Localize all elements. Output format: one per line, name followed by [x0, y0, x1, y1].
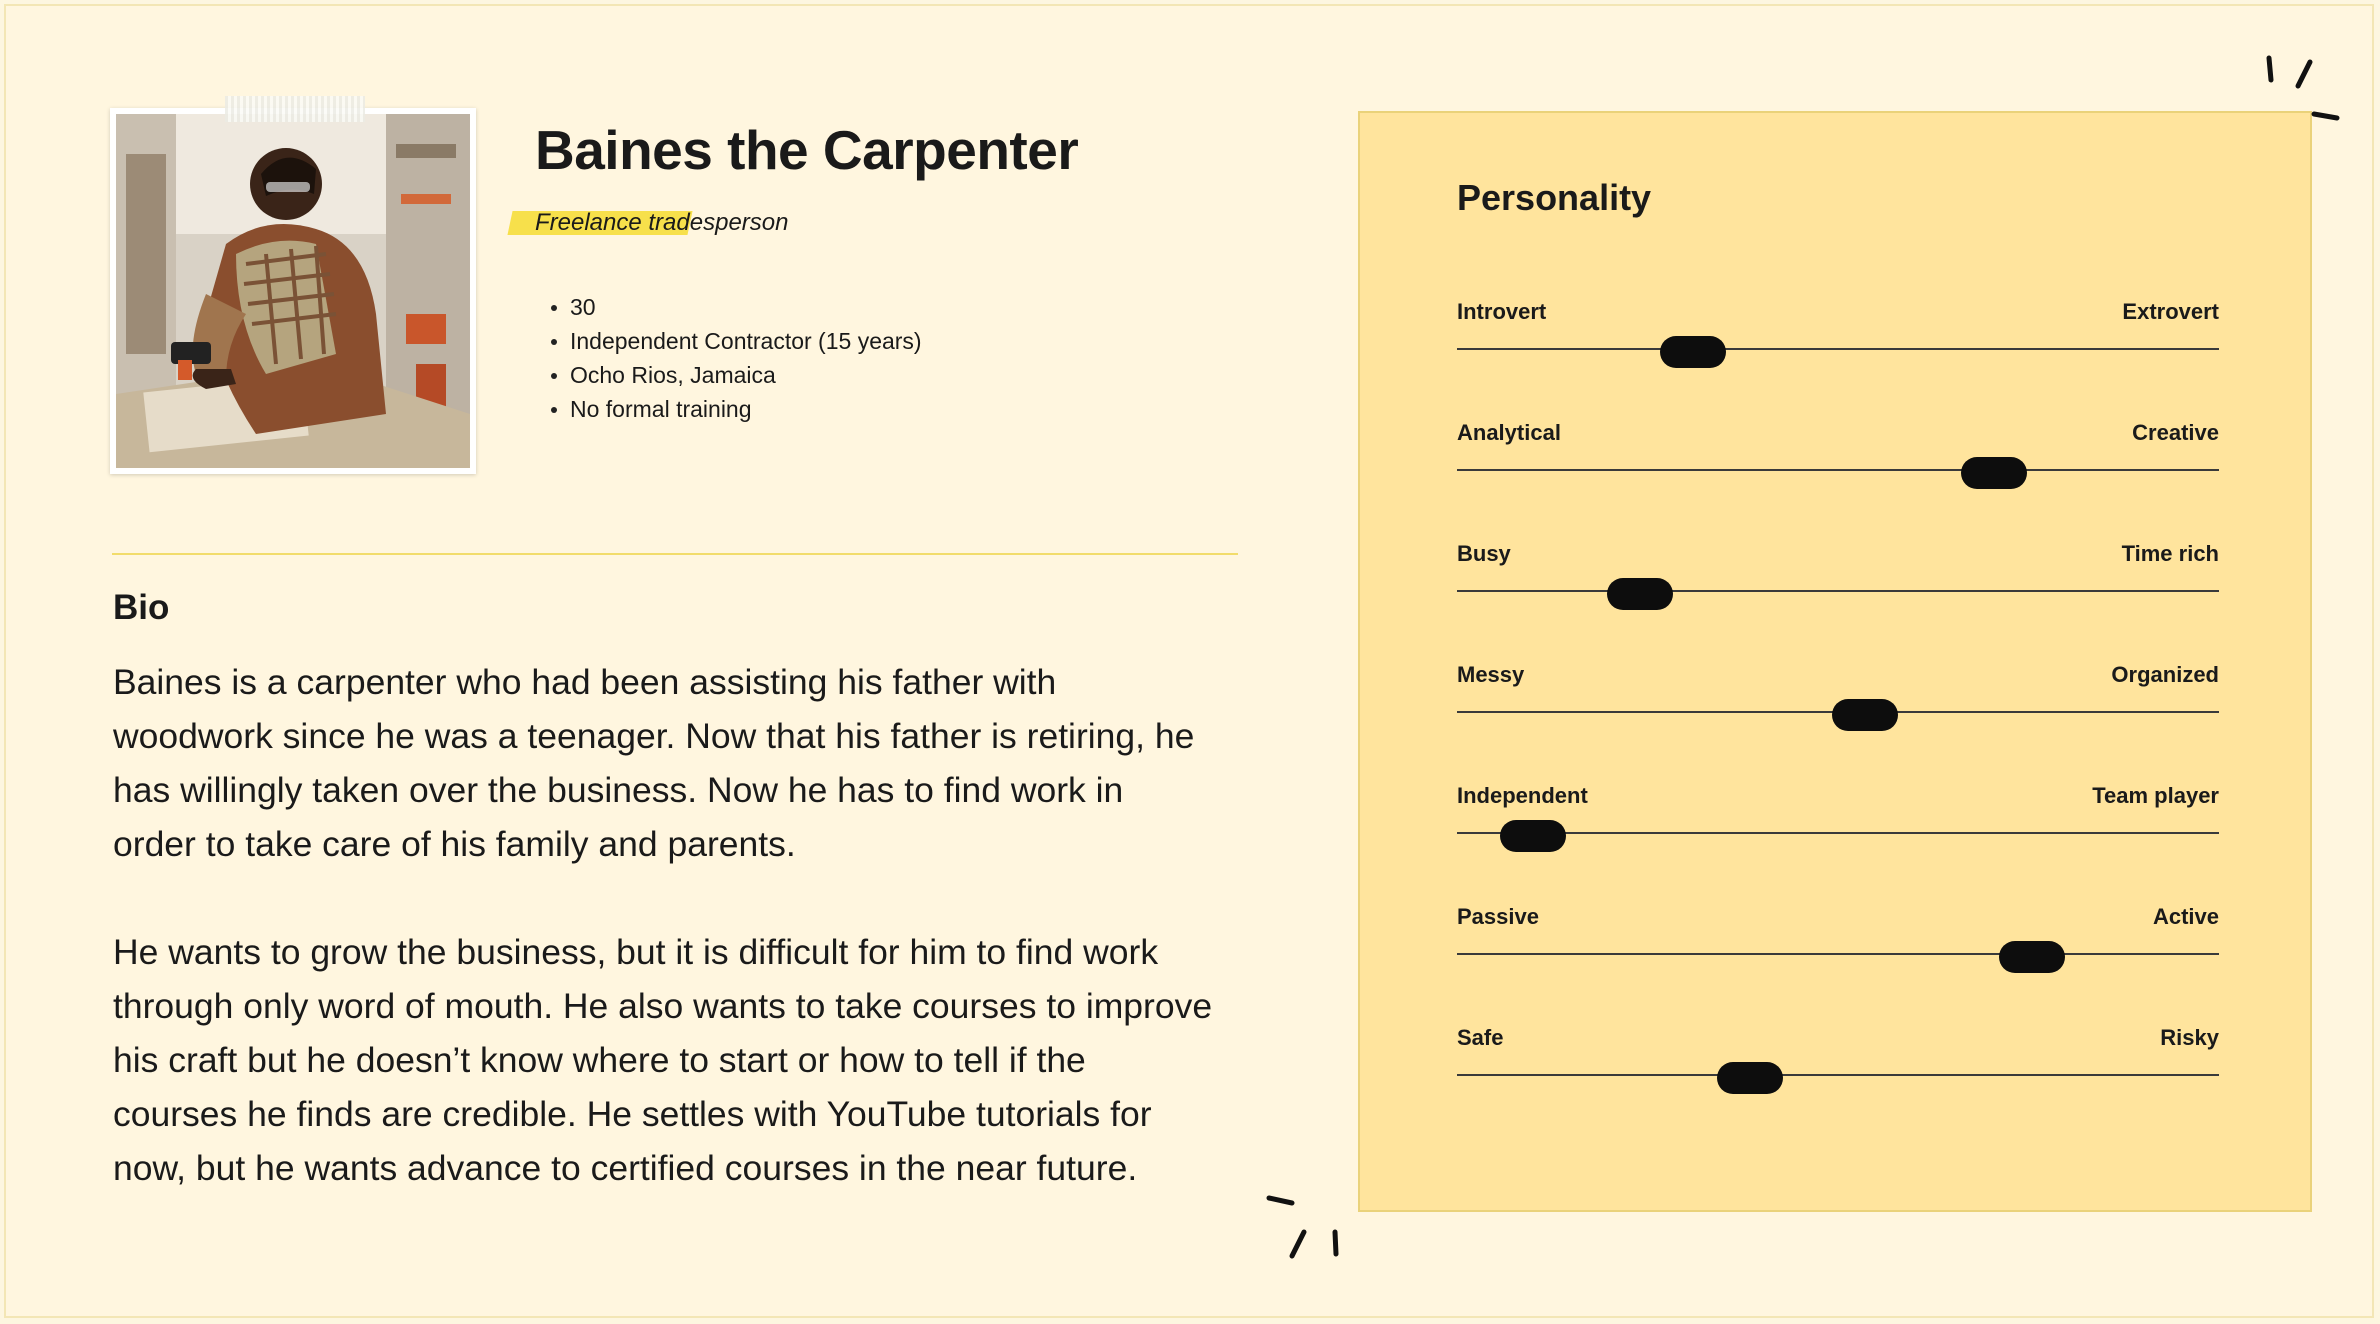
slider-track — [1457, 469, 2219, 471]
slider-track — [1457, 348, 2219, 350]
trait-left-label: Analytical — [1457, 420, 1561, 445]
bio-heading: Bio — [113, 588, 170, 627]
slider-knob[interactable] — [1607, 578, 1673, 610]
slider-track — [1457, 832, 2219, 834]
slider-knob[interactable] — [1660, 336, 1726, 368]
slider-knob[interactable] — [1500, 820, 1566, 852]
persona-role-tag — [510, 203, 788, 243]
personality-heading: Personality — [1457, 177, 1652, 218]
trait-analytical-creative — [1457, 420, 2219, 500]
trait-right-label: Extrovert — [2122, 299, 2219, 324]
bio-paragraph: He wants to grow the business, but it is difficult for him to find work through only word of mouth. He also wants to take courses to improve his craft but he doesn’t know where to start or how to tell if the courses he finds are credible. He settles with YouTube tutorials for now, but he wants advance to certified courses in the near future. — [113, 932, 1213, 1188]
trait-right-label: Team player — [2092, 783, 2219, 808]
bio-paragraph: Baines is a carpenter who had been assisting his father with woodwork since he was a teenager. Now that his father is retiring, he has willingly taken over the business. Now he has to find work in order to take care of his family and parents. — [113, 662, 1195, 864]
trait-left-label: Passive — [1457, 904, 1539, 929]
trait-left-label: Introvert — [1457, 299, 1547, 324]
slider-knob[interactable] — [1832, 699, 1898, 731]
trait-safe-risky — [1457, 1025, 2219, 1105]
slider-track — [1457, 590, 2219, 592]
profile-photo — [110, 108, 476, 474]
fact-education: No formal training — [569, 392, 922, 426]
trait-right-label: Risky — [2160, 1025, 2219, 1050]
trait-right-label: Creative — [2132, 420, 2219, 445]
fact-occupation: Independent Contractor (15 years) — [569, 324, 922, 358]
trait-passive-active — [1457, 904, 2219, 984]
slider-knob[interactable] — [1999, 941, 2065, 973]
persona-name: Baines the Carpenter — [535, 119, 1079, 181]
fact-age: 30 — [569, 290, 922, 324]
trait-messy-organized — [1457, 662, 2219, 742]
slider-track — [1457, 953, 2219, 955]
slider-knob[interactable] — [1717, 1062, 1783, 1094]
trait-right-label: Time rich — [2121, 541, 2219, 566]
slider-track — [1457, 1074, 2219, 1076]
trait-right-label: Active — [2152, 904, 2219, 929]
sparkle-lines-icon — [1262, 1190, 1352, 1270]
trait-right-label: Organized — [2111, 662, 2219, 687]
sparkle-lines-icon — [2255, 50, 2345, 130]
trait-busy-time-rich — [1457, 541, 2219, 621]
bio-body — [113, 655, 1213, 1249]
slider-knob[interactable] — [1961, 457, 2027, 489]
section-divider — [112, 553, 1238, 555]
trait-left-label: Messy — [1457, 662, 1525, 687]
trait-left-label: Safe — [1457, 1025, 1504, 1050]
trait-left-label: Independent — [1457, 783, 1588, 808]
trait-introvert-extrovert — [1457, 299, 2219, 379]
personality-panel — [1358, 111, 2312, 1212]
persona-role: Freelance tradesperson — [535, 209, 789, 236]
carpenter-photo-illustration — [116, 114, 470, 468]
fact-location: Ocho Rios, Jamaica — [569, 358, 922, 392]
tape-strip — [225, 96, 365, 122]
trait-independent-team-player — [1457, 783, 2219, 863]
persona-facts-list — [568, 290, 922, 426]
trait-left-label: Busy — [1457, 541, 1511, 566]
